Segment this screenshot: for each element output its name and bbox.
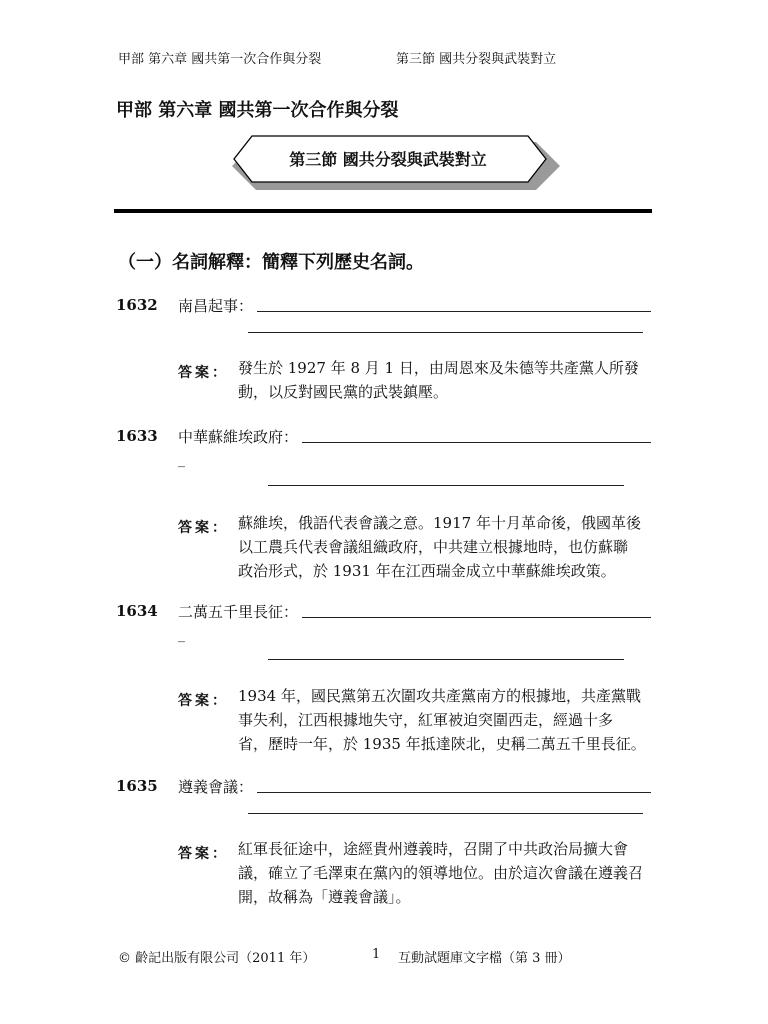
answer-line [257,792,651,793]
item-term: 中華蘇維埃政府： [178,428,299,446]
divider-rule [114,209,652,213]
answer-line [302,617,651,618]
answer-line [268,659,624,660]
item-term: 遵義會議： [178,778,254,796]
answer-line-text: 事失利，江西根據地失守，紅軍被迫突圍西走，經過十多 [238,711,614,729]
answer-line [302,442,651,443]
answer-text [238,684,668,756]
answer-text [238,511,668,583]
answer-text [238,837,668,909]
answer-line-text: 議，確立了毛澤東在黨內的領導地位。由於這次會議在遵義召 [238,864,644,882]
running-header-left: 甲部 第六章 國共第一次合作與分裂 [118,52,322,67]
item-number: 1633 [116,427,158,445]
chapter-title: 甲部 第六章 國共第一次合作與分裂 [116,100,399,121]
answer-line-text: 以工農兵代表會議組織政府，中共建立根據地時，也仿蘇聯 [238,538,629,556]
answer-line-text: 省，歷時一年，於 1935 年抵達陝北，史稱二萬五千里長征。 [238,735,646,753]
answer-text [238,356,668,404]
answer-line-text: 1934 年，國民黨第五次圍攻共產黨南方的根據地，共產黨戰 [238,687,641,705]
footer-book-title: 互動試題庫文字檔（第 3 冊） [398,951,571,966]
footer-page-number: 1 [372,947,381,962]
answer-line [248,332,643,333]
answer-line-text: 紅軍長征途中，途經貴州遵義時，召開了中共政治局擴大會 [238,840,629,858]
underscore-mark: _ [178,452,185,468]
answer-line-text: 發生於 1927 年 8 月 1 日，由周恩來及朱德等共產黨人所發 [238,359,639,377]
running-header-right: 第三節 國共分裂與武裝對立 [396,52,557,67]
answer-line-text: 蘇維埃，俄語代表會議之意。1917 年十月革命後，俄國革後 [238,514,641,532]
answer-line-text: 政治形式，於 1931 年在江西瑞金成立中華蘇維埃政策。 [238,562,616,580]
answer-label: 答案： [178,520,229,536]
answer-label: 答案： [178,846,229,862]
item-number: 1632 [116,296,158,314]
footer-copyright: © 齡記出版有限公司（2011 年） [118,951,316,966]
answer-line [248,813,643,814]
item-term: 二萬五千里長征： [178,603,299,621]
answer-label: 答案： [178,693,229,709]
answer-line [257,311,651,312]
item-number: 1635 [116,777,158,795]
answer-label: 答案： [178,365,229,381]
answer-line-text: 開，故稱為「遵義會議」。 [238,888,411,906]
part-title: （一）名詞解釋：簡釋下列歷史名詞。 [118,252,424,273]
underscore-mark: _ [178,627,185,643]
item-term: 南昌起事： [178,297,254,315]
answer-line [268,485,624,486]
item-number: 1634 [116,602,158,620]
section-banner [230,134,560,190]
section-title: 第三節 國共分裂與武裝對立 [289,149,487,169]
answer-line-text: 動，以反對國民黨的武裝鎮壓。 [238,383,449,401]
